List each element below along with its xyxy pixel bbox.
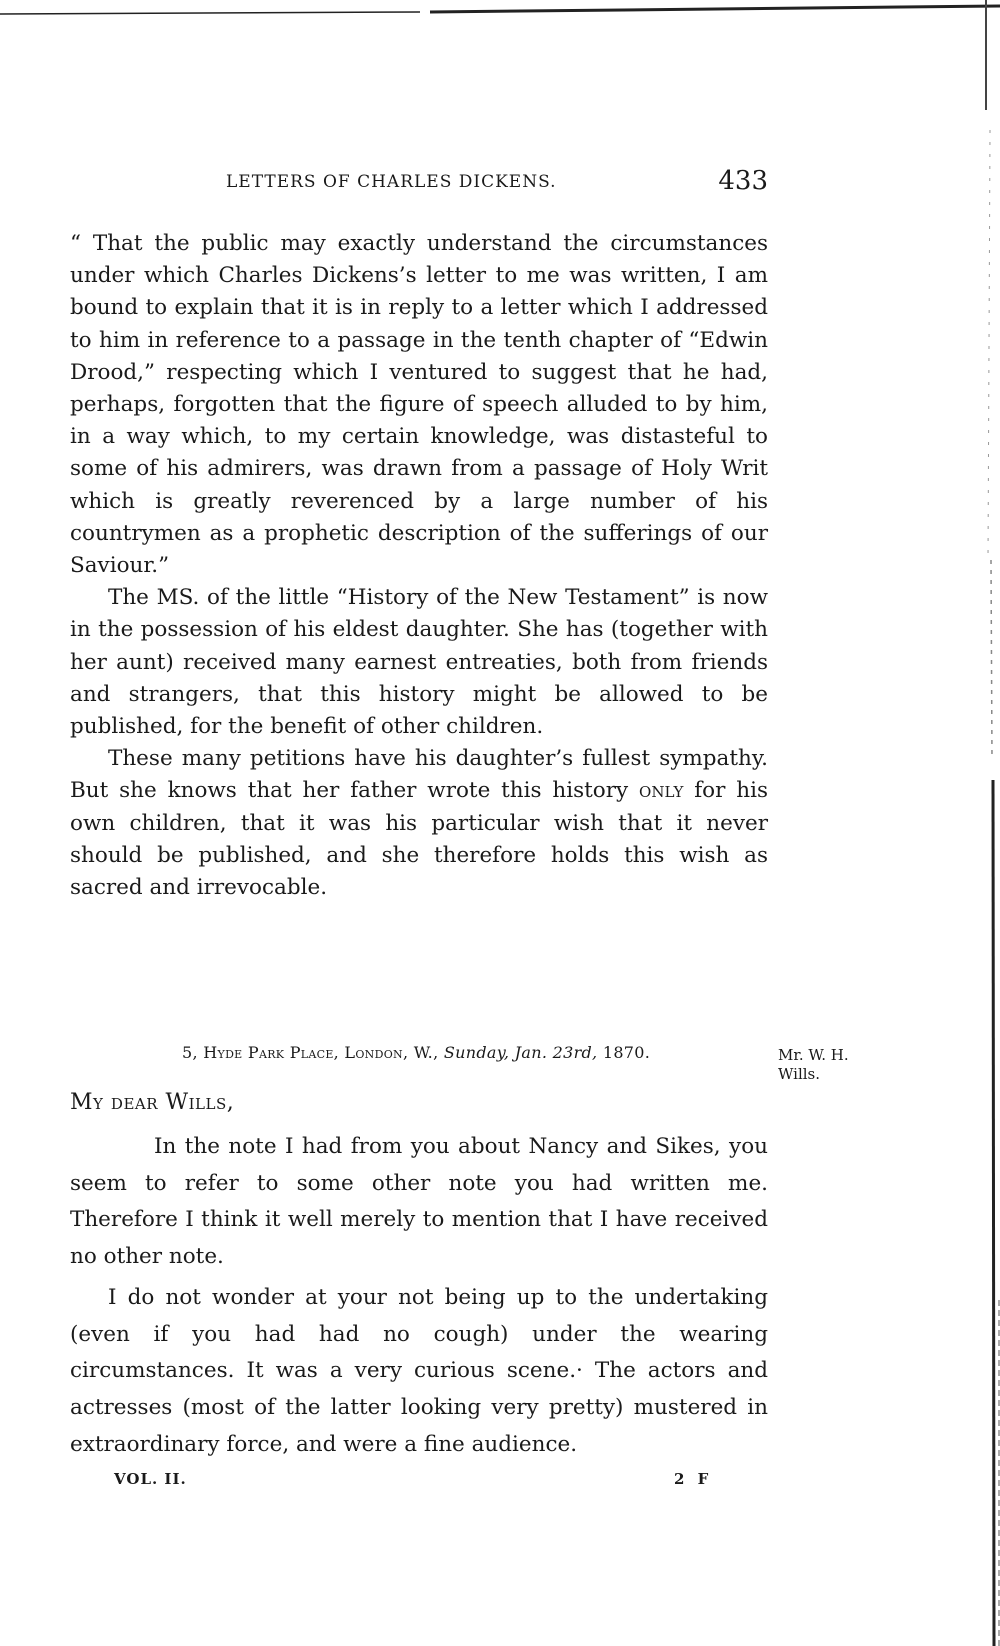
- scan-top-edge: [0, 0, 1000, 16]
- letter-body: [70, 1129, 768, 1463]
- letter-salutation: My dear Wills,: [70, 1090, 235, 1115]
- recipient-line-2: Wills.: [778, 1065, 821, 1083]
- recipient-margin-note: [778, 1046, 849, 1084]
- only-small-caps: only: [639, 778, 684, 804]
- dateline-place: 5, Hyde Park Place, London, W.,: [182, 1043, 439, 1062]
- signature-mark: 2 F: [674, 1470, 713, 1488]
- dateline-date: Sunday, Jan. 23rd,: [443, 1043, 598, 1062]
- page-number: 433: [718, 166, 768, 196]
- petitions-text-end: for his own children, that it was his particular wish that it never should be published, and she therefore holds this wish as sacred and irrevocable.: [70, 778, 768, 901]
- body-text: [70, 228, 768, 904]
- scan-right-edge: [930, 0, 1000, 1646]
- letter-paragraph-1: In the note I had from you about Nancy and Sikes, you seem to refer to some other note you had written me. Therefore I think it well merely to mention that I have received no other note.: [70, 1134, 768, 1270]
- page-header: [70, 166, 768, 206]
- petitions-text-start: These many petitions have his daughter’s fullest sympathy. But she knows that her father wrote this history: [70, 746, 768, 804]
- letter-dateline: [182, 1043, 650, 1062]
- dateline-year: 1870.: [602, 1043, 651, 1062]
- volume-label: VOL. II.: [114, 1470, 187, 1488]
- running-title: LETTERS OF CHARLES DICKENS.: [226, 172, 557, 192]
- paragraph-quote: “ That the public may exactly understand the circumstances under which Charles Dickens’s letter to me was written, I am bound to explain that it is in reply to a letter which I addressed to him in reference to a passage in the tenth chapter of “Edwin Drood,” respecting which I ventured to suggest that he had, perhaps, forgotten that the figure of speech alluded to by him, in a way which, to my certain knowledge, was distasteful to some of his admirers, was drawn from a passage of Holy Writ which is greatly reverenced by a large number of his countrymen as a prophetic description of the sufferings of our Saviour.”: [70, 231, 768, 579]
- paragraph-petitions: [70, 743, 768, 904]
- letter-paragraph-2: I do not wonder at your not being up to the undertaking (even if you had had no cough) under the wearing circumstances. It was a very curious scene.· The actors and actresses (most of the latter looking very pretty) mustered in extraordinary force, and were a fine audience.: [70, 1284, 768, 1457]
- recipient-line-1: Mr. W. H.: [778, 1046, 849, 1064]
- paragraph-manuscript: The MS. of the little “History of the New Testament” is now in the possession of his eldest daughter. She has (together with her aunt) received many earnest entreaties, both from friends and strangers, that this history might be allowed to be published, for the benefit of other children.: [70, 585, 768, 740]
